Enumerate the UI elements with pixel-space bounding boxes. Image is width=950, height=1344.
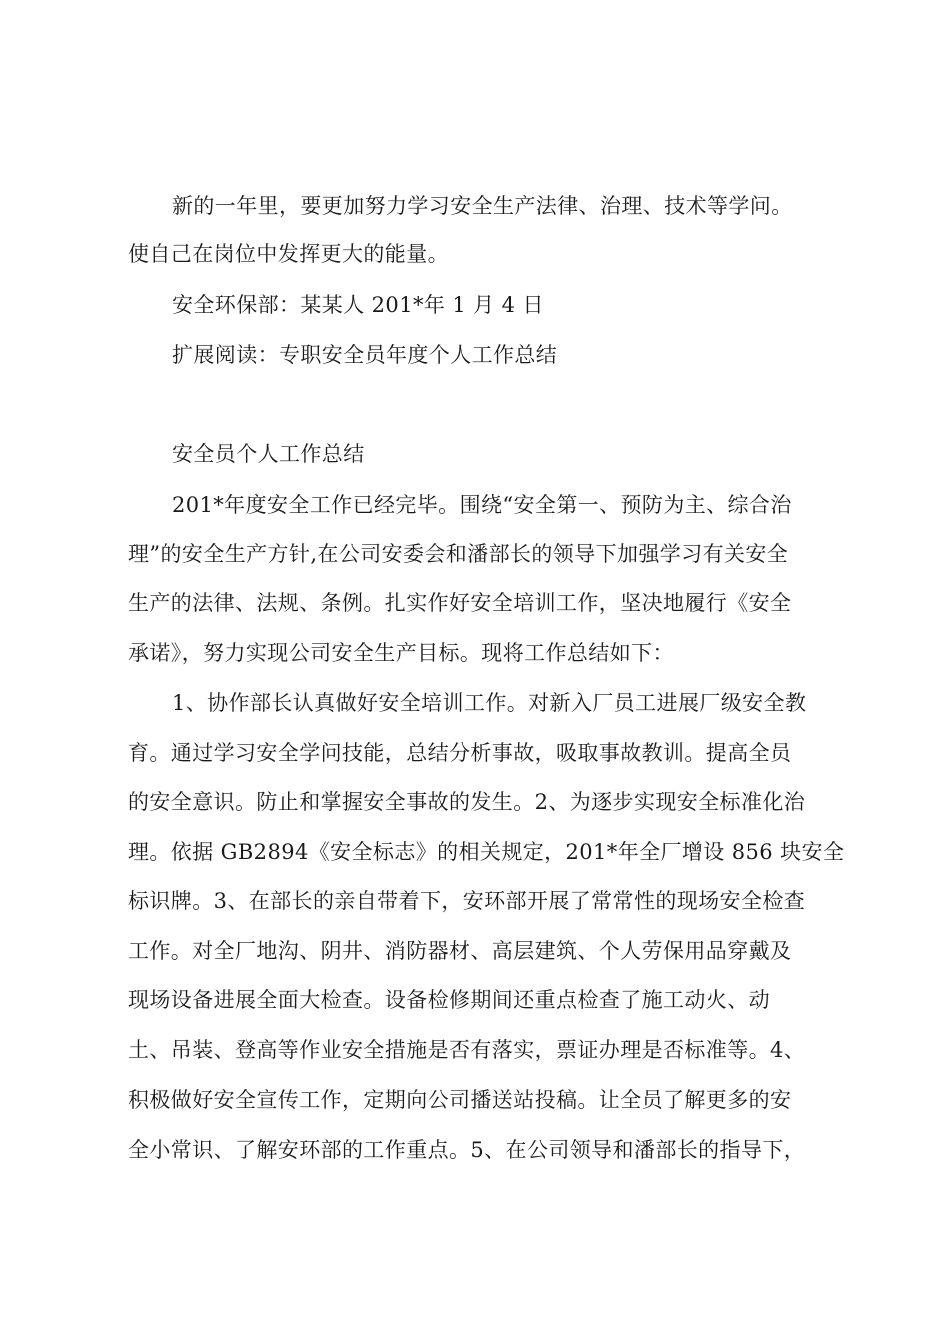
- signature-line: 安全环保部：某某人 201*年 1 月 4 日: [172, 293, 544, 317]
- para3-line1: 1、协作部长认真做好安全培训工作。对新入厂员工进展厂级安全教: [172, 691, 807, 715]
- para2-line3: 生产的法律、法规、条例。扎实作好安全培训工作，坚决地履行《安全: [128, 591, 792, 615]
- extended-reading-line: 扩展阅读：专职安全员年度个人工作总结: [172, 343, 558, 367]
- para3-line4: 理。依据 GB2894《安全标志》的相关规定，201*年全厂增设 856 块安全: [128, 840, 845, 864]
- para1-line1: 新的一年里，要更加努力学习安全生产法律、治理、技术等学问。: [172, 194, 793, 218]
- para3-line5: 标识牌。3、在部长的亲自带着下，安环部开展了常常性的现场安全检查: [128, 889, 806, 913]
- para2-line4: 承诺》，努力实现公司安全生产目标。现将工作总结如下：: [128, 641, 674, 665]
- para2-line2: 理”的安全生产方针,在公司安委会和潘部长的领导下加强学习有关安全: [128, 542, 789, 566]
- para3-line3: 的安全意识。防止和掌握安全事故的发生。2、为逐步实现安全标准化治: [128, 790, 806, 814]
- para3-line2: 育。通过学习安全学问技能，总结分析事故，吸取事故教训。提高全员: [128, 741, 792, 765]
- para3-line6: 工作。对全厂地沟、阴井、消防器材、高层建筑、个人劳保用品穿戴及: [128, 939, 792, 963]
- para3-line8: 土、吊装、登高等作业安全措施是否有落实，票证办理是否标准等。4、: [128, 1038, 806, 1062]
- para2-line1: 201*年度安全工作已经完毕。围绕“安全第一、预防为主、综合治: [172, 493, 792, 517]
- para1-line2: 使自己在岗位中发挥更大的能量。: [128, 242, 449, 266]
- para3-line7: 现场设备进展全面大检查。设备检修期间还重点检查了施工动火、动: [128, 988, 770, 1012]
- para3-line9: 积极做好安全宣传工作，定期向公司播送站投稿。让全员了解更多的安: [128, 1088, 792, 1112]
- para3-line10: 全小常识、了解安环部的工作重点。5、在公司领导和潘部长的指导下，: [128, 1138, 806, 1162]
- section-title: 安全员个人工作总结: [172, 442, 365, 466]
